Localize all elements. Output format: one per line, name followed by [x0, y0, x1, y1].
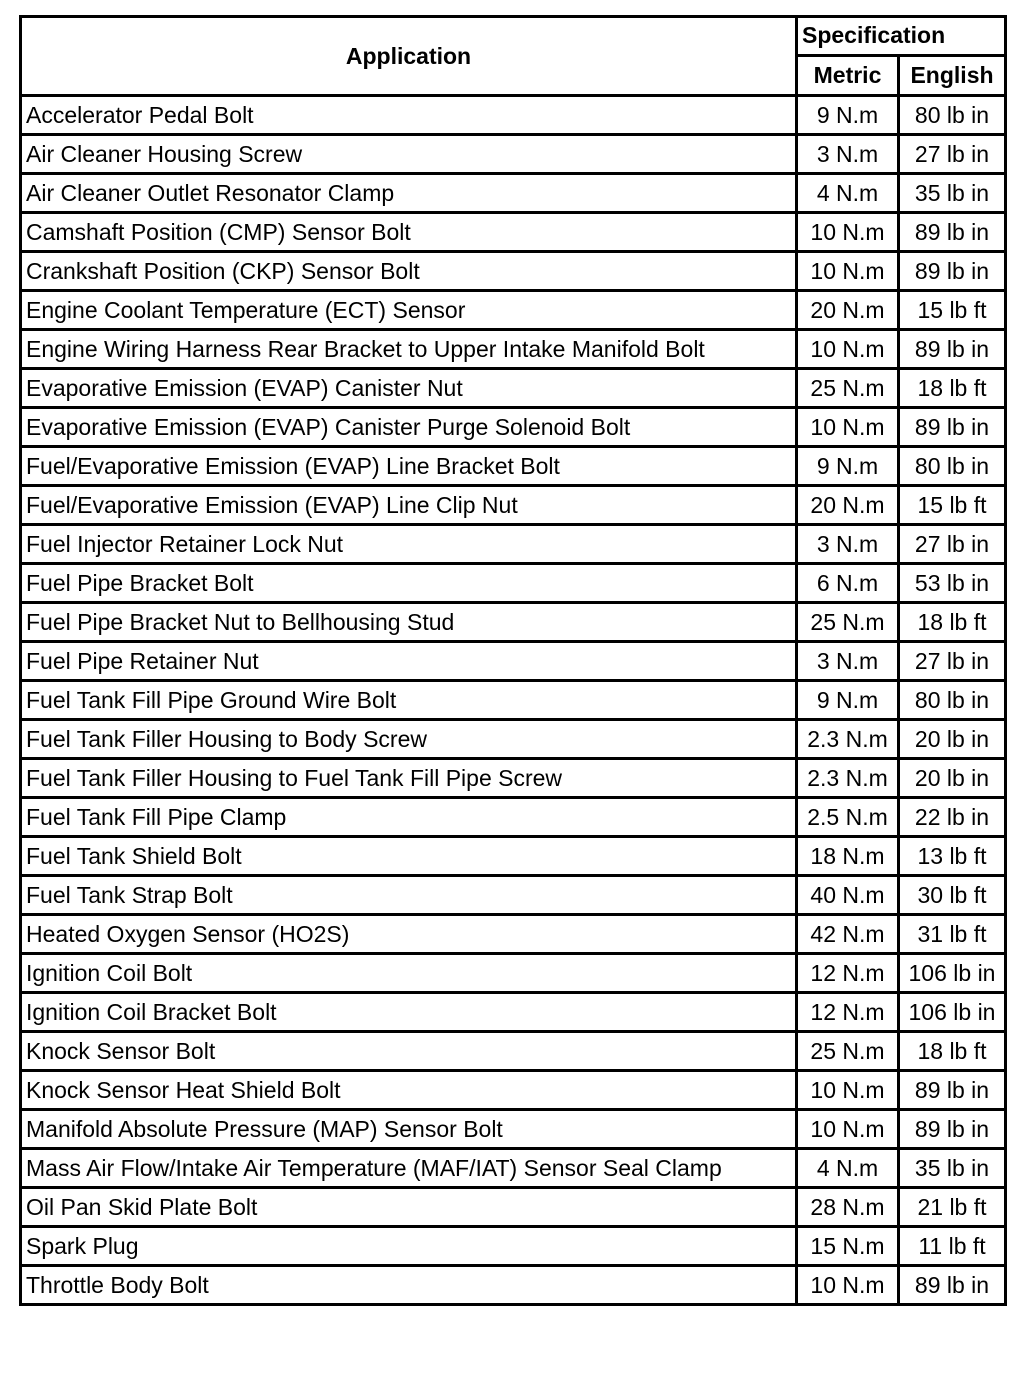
application-cell: Throttle Body Bolt — [21, 1266, 797, 1305]
english-cell: 13 lb ft — [899, 837, 1006, 876]
english-cell: 27 lb in — [899, 642, 1006, 681]
table-row — [21, 252, 1006, 291]
metric-cell: 2.3 N.m — [797, 720, 899, 759]
metric-cell: 9 N.m — [797, 681, 899, 720]
metric-cell: 18 N.m — [797, 837, 899, 876]
metric-cell: 42 N.m — [797, 915, 899, 954]
english-cell: 22 lb in — [899, 798, 1006, 837]
metric-cell: 3 N.m — [797, 642, 899, 681]
english-cell: 30 lb ft — [899, 876, 1006, 915]
english-cell: 20 lb in — [899, 759, 1006, 798]
table-row — [21, 447, 1006, 486]
table-row — [21, 1071, 1006, 1110]
metric-cell: 10 N.m — [797, 252, 899, 291]
metric-cell: 10 N.m — [797, 1266, 899, 1305]
application-cell: Manifold Absolute Pressure (MAP) Sensor Bolt — [21, 1110, 797, 1149]
application-cell: Crankshaft Position (CKP) Sensor Bolt — [21, 252, 797, 291]
application-cell: Fuel/Evaporative Emission (EVAP) Line Clip Nut — [21, 486, 797, 525]
metric-cell: 2.3 N.m — [797, 759, 899, 798]
metric-cell: 10 N.m — [797, 213, 899, 252]
english-cell: 89 lb in — [899, 1266, 1006, 1305]
english-cell: 11 lb ft — [899, 1227, 1006, 1266]
table-body — [21, 96, 1006, 1305]
table-row — [21, 96, 1006, 135]
table-row — [21, 174, 1006, 213]
metric-cell: 3 N.m — [797, 525, 899, 564]
metric-cell: 10 N.m — [797, 1110, 899, 1149]
table-row — [21, 291, 1006, 330]
application-cell: Engine Wiring Harness Rear Bracket to Upper Intake Manifold Bolt — [21, 330, 797, 369]
application-cell: Evaporative Emission (EVAP) Canister Nut — [21, 369, 797, 408]
application-cell: Ignition Coil Bolt — [21, 954, 797, 993]
application-cell: Knock Sensor Heat Shield Bolt — [21, 1071, 797, 1110]
english-cell: 89 lb in — [899, 408, 1006, 447]
table-row — [21, 954, 1006, 993]
english-cell: 15 lb ft — [899, 291, 1006, 330]
english-cell: 89 lb in — [899, 330, 1006, 369]
metric-cell: 25 N.m — [797, 1032, 899, 1071]
english-cell: 35 lb in — [899, 174, 1006, 213]
application-cell: Fuel Tank Fill Pipe Ground Wire Bolt — [21, 681, 797, 720]
application-cell: Mass Air Flow/Intake Air Temperature (MAF/IAT) Sensor Seal Clamp — [21, 1149, 797, 1188]
table-row — [21, 681, 1006, 720]
table-row — [21, 213, 1006, 252]
header-metric: Metric — [797, 55, 899, 95]
metric-cell: 20 N.m — [797, 486, 899, 525]
table-row — [21, 603, 1006, 642]
table-row — [21, 915, 1006, 954]
table-row — [21, 369, 1006, 408]
english-cell: 27 lb in — [899, 135, 1006, 174]
english-cell: 31 lb ft — [899, 915, 1006, 954]
table-row — [21, 525, 1006, 564]
application-cell: Fuel/Evaporative Emission (EVAP) Line Bracket Bolt — [21, 447, 797, 486]
application-cell: Fuel Tank Shield Bolt — [21, 837, 797, 876]
table-row — [21, 642, 1006, 681]
metric-cell: 28 N.m — [797, 1188, 899, 1227]
metric-cell: 12 N.m — [797, 954, 899, 993]
metric-cell: 40 N.m — [797, 876, 899, 915]
metric-cell: 4 N.m — [797, 174, 899, 213]
table-row — [21, 1032, 1006, 1071]
english-cell: 89 lb in — [899, 1071, 1006, 1110]
application-cell: Ignition Coil Bracket Bolt — [21, 993, 797, 1032]
metric-cell: 3 N.m — [797, 135, 899, 174]
header-application: Application — [21, 17, 797, 96]
metric-cell: 25 N.m — [797, 369, 899, 408]
table-row — [21, 1227, 1006, 1266]
english-cell: 89 lb in — [899, 252, 1006, 291]
application-cell: Fuel Tank Filler Housing to Body Screw — [21, 720, 797, 759]
application-cell: Air Cleaner Outlet Resonator Clamp — [21, 174, 797, 213]
application-cell: Fuel Pipe Bracket Bolt — [21, 564, 797, 603]
application-cell: Engine Coolant Temperature (ECT) Sensor — [21, 291, 797, 330]
english-cell: 80 lb in — [899, 681, 1006, 720]
english-cell: 53 lb in — [899, 564, 1006, 603]
english-cell: 18 lb ft — [899, 1032, 1006, 1071]
table-row — [21, 1149, 1006, 1188]
english-cell: 106 lb in — [899, 954, 1006, 993]
english-cell: 21 lb ft — [899, 1188, 1006, 1227]
english-cell: 18 lb ft — [899, 369, 1006, 408]
english-cell: 20 lb in — [899, 720, 1006, 759]
application-cell: Accelerator Pedal Bolt — [21, 96, 797, 135]
table-row — [21, 720, 1006, 759]
metric-cell: 15 N.m — [797, 1227, 899, 1266]
table-row — [21, 1188, 1006, 1227]
metric-cell: 6 N.m — [797, 564, 899, 603]
metric-cell: 10 N.m — [797, 1071, 899, 1110]
application-cell: Oil Pan Skid Plate Bolt — [21, 1188, 797, 1227]
application-cell: Fuel Pipe Retainer Nut — [21, 642, 797, 681]
english-cell: 80 lb in — [899, 447, 1006, 486]
application-cell: Air Cleaner Housing Screw — [21, 135, 797, 174]
metric-cell: 20 N.m — [797, 291, 899, 330]
application-cell: Camshaft Position (CMP) Sensor Bolt — [21, 213, 797, 252]
application-cell: Fuel Tank Fill Pipe Clamp — [21, 798, 797, 837]
table-row — [21, 798, 1006, 837]
table-row — [21, 759, 1006, 798]
metric-cell: 4 N.m — [797, 1149, 899, 1188]
table-row — [21, 135, 1006, 174]
application-cell: Fuel Tank Filler Housing to Fuel Tank Fill Pipe Screw — [21, 759, 797, 798]
table-row — [21, 837, 1006, 876]
metric-cell: 9 N.m — [797, 96, 899, 135]
torque-specification-table — [19, 15, 1007, 1306]
metric-cell: 2.5 N.m — [797, 798, 899, 837]
english-cell: 27 lb in — [899, 525, 1006, 564]
english-cell: 35 lb in — [899, 1149, 1006, 1188]
metric-cell: 10 N.m — [797, 330, 899, 369]
application-cell: Fuel Tank Strap Bolt — [21, 876, 797, 915]
table-row — [21, 408, 1006, 447]
table-row — [21, 330, 1006, 369]
english-cell: 18 lb ft — [899, 603, 1006, 642]
metric-cell: 12 N.m — [797, 993, 899, 1032]
table-row — [21, 1266, 1006, 1305]
metric-cell: 25 N.m — [797, 603, 899, 642]
application-cell: Fuel Pipe Bracket Nut to Bellhousing Stud — [21, 603, 797, 642]
application-cell: Heated Oxygen Sensor (HO2S) — [21, 915, 797, 954]
table-row — [21, 564, 1006, 603]
english-cell: 89 lb in — [899, 213, 1006, 252]
header-specification: Specification — [797, 17, 1006, 56]
application-cell: Spark Plug — [21, 1227, 797, 1266]
table-row — [21, 876, 1006, 915]
application-cell: Knock Sensor Bolt — [21, 1032, 797, 1071]
english-cell: 89 lb in — [899, 1110, 1006, 1149]
table-row — [21, 486, 1006, 525]
metric-cell: 9 N.m — [797, 447, 899, 486]
english-cell: 106 lb in — [899, 993, 1006, 1032]
table-row — [21, 1110, 1006, 1149]
header-english: English — [899, 55, 1006, 95]
english-cell: 15 lb ft — [899, 486, 1006, 525]
application-cell: Evaporative Emission (EVAP) Canister Purge Solenoid Bolt — [21, 408, 797, 447]
metric-cell: 10 N.m — [797, 408, 899, 447]
table-row — [21, 993, 1006, 1032]
english-cell: 80 lb in — [899, 96, 1006, 135]
application-cell: Fuel Injector Retainer Lock Nut — [21, 525, 797, 564]
